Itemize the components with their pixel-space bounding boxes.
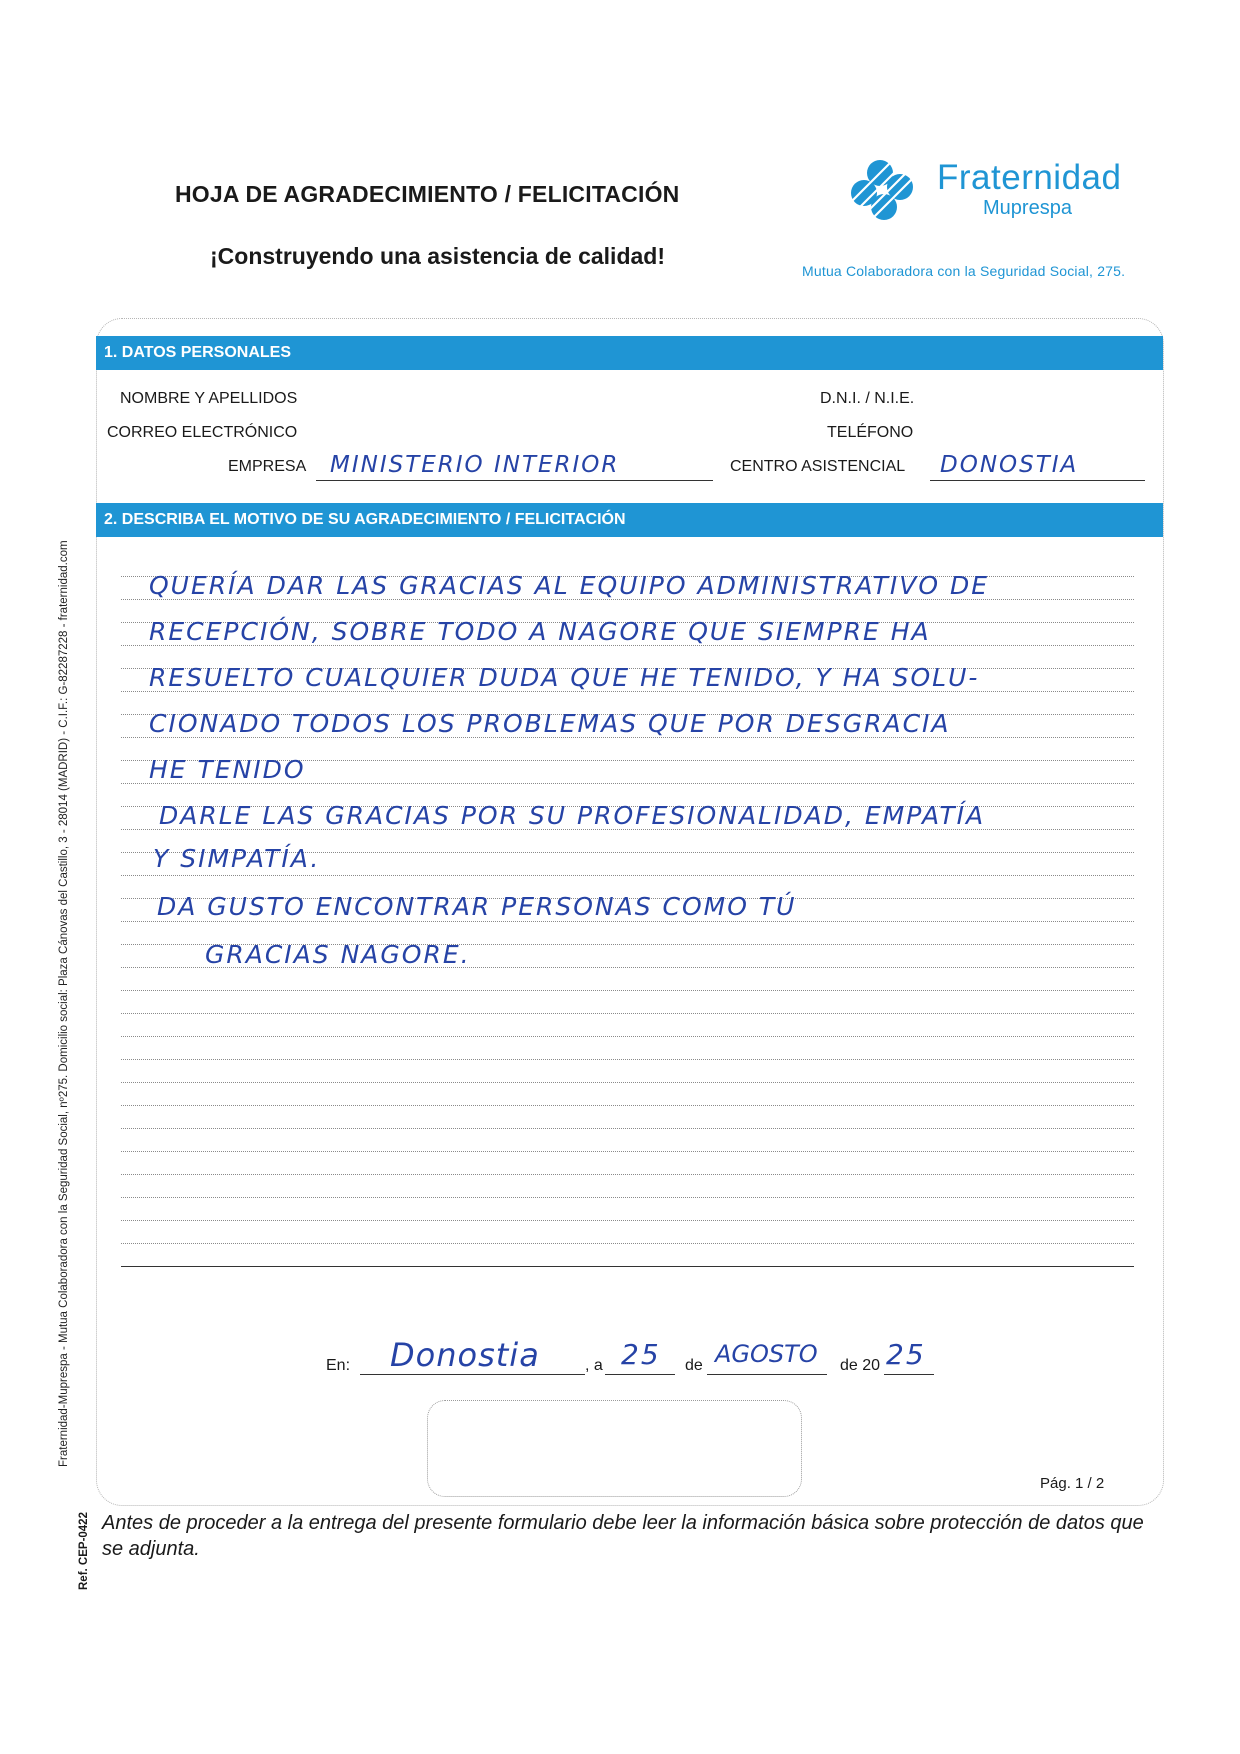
nombre-field[interactable] <box>318 404 778 405</box>
year-field[interactable] <box>884 1338 934 1375</box>
en-label: En: <box>326 1357 351 1374</box>
correo-label: CORREO ELECTRÓNICO <box>107 424 298 441</box>
description-line: CIONADO TODOS LOS PROBLEMAS QUE POR DESGRACIA <box>149 709 951 738</box>
brand-name: Fraternidad <box>937 158 1122 197</box>
ruled-line <box>121 1058 1134 1060</box>
description-line: RESUELTO CUALQUIER DUDA QUE HE TENIDO, Y HA SOLU- <box>149 663 980 692</box>
description-line: Y SIMPATÍA. <box>153 844 321 873</box>
correo-field[interactable] <box>318 438 778 439</box>
ruled-line <box>121 1081 1134 1083</box>
section-1-heading: 1. DATOS PERSONALES <box>104 344 291 361</box>
ruled-line <box>121 1173 1134 1175</box>
document-title: HOJA DE AGRADECIMIENTO / FELICITACIÓN <box>175 181 680 207</box>
description-line: DARLE LAS GRACIAS POR SU PROFESIONALIDAD, EMPATÍA <box>159 801 986 830</box>
mutua-line: Mutua Colaboradora con la Seguridad Social, 275. <box>802 263 1126 279</box>
centro-value: DONOSTIA <box>940 452 1079 478</box>
centro-label: CENTRO ASISTENCIAL <box>730 458 906 475</box>
description-line: DA GUSTO ENCONTRAR PERSONAS COMO TÚ <box>157 892 797 921</box>
empresa-label: EMPRESA <box>228 458 307 475</box>
de20-label: de 20 <box>840 1357 881 1374</box>
ruled-line <box>121 1242 1134 1244</box>
description-area[interactable] <box>121 532 1134 1292</box>
page-number: Pág. 1 / 2 <box>1040 1475 1105 1492</box>
day-field[interactable] <box>605 1338 675 1375</box>
description-line: QUERÍA DAR LAS GRACIAS AL EQUIPO ADMINISTRATIVO DE <box>149 571 990 600</box>
brand-subname: Muprespa <box>983 197 1072 219</box>
dni-field[interactable] <box>930 404 1130 405</box>
centro-field[interactable] <box>930 452 1145 481</box>
section-2-heading: 2. DESCRIBA EL MOTIVO DE SU AGRADECIMIENTO / FELICITACIÓN <box>104 511 626 528</box>
document-subtitle: ¡Construyendo una asistencia de calidad! <box>210 243 665 269</box>
empresa-field[interactable] <box>316 452 713 481</box>
signature-box[interactable] <box>427 1400 802 1497</box>
empresa-value: MINISTERIO INTERIOR <box>330 452 620 478</box>
ruled-line <box>121 874 1134 876</box>
ruled-line <box>121 1012 1134 1014</box>
side-legal-text: Fraternidad-Muprespa - Mutua Colaboradora con la Seguridad Social, nº275. Domicilio social: Plaza Cánovas del Castillo, 3 - 28014 (MADRID) - C.I.F.: G-82287228 - fraternidad.com <box>58 540 70 1467</box>
ruled-line-final <box>121 1265 1134 1267</box>
year-value: 25 <box>886 1338 926 1371</box>
city-field[interactable] <box>360 1338 585 1375</box>
ruled-line <box>121 1150 1134 1152</box>
day-value: 25 <box>621 1338 661 1371</box>
section-1-header <box>96 336 1163 370</box>
ruled-line <box>121 1104 1134 1106</box>
city-value: Donostia <box>390 1336 540 1374</box>
description-line: HE TENIDO <box>149 755 306 784</box>
telefono-label: TELÉFONO <box>827 424 914 441</box>
ruled-line <box>121 1219 1134 1221</box>
month-field[interactable] <box>707 1338 827 1375</box>
description-line: RECEPCIÓN, SOBRE TODO A NAGORE QUE SIEMPRE HA <box>149 617 931 646</box>
a-label: , a <box>585 1357 603 1374</box>
reference-code: Ref. CEP-0422 <box>78 1512 90 1590</box>
nombre-label: NOMBRE Y APELLIDOS <box>120 390 298 407</box>
ruled-line <box>121 989 1134 991</box>
ruled-line <box>121 1035 1134 1037</box>
data-protection-notice: Antes de proceder a la entrega del presente formulario debe leer la información básica sobre protección de datos que se adjunta. <box>102 1512 1144 1560</box>
ruled-line <box>121 1196 1134 1198</box>
description-line: GRACIAS NAGORE. <box>205 940 471 969</box>
dni-label: D.N.I. / N.I.E. <box>820 390 915 407</box>
ruled-line <box>121 1127 1134 1129</box>
telefono-field[interactable] <box>930 438 1130 439</box>
month-value: AGOSTO <box>715 1340 818 1368</box>
de-label: de <box>685 1357 703 1374</box>
